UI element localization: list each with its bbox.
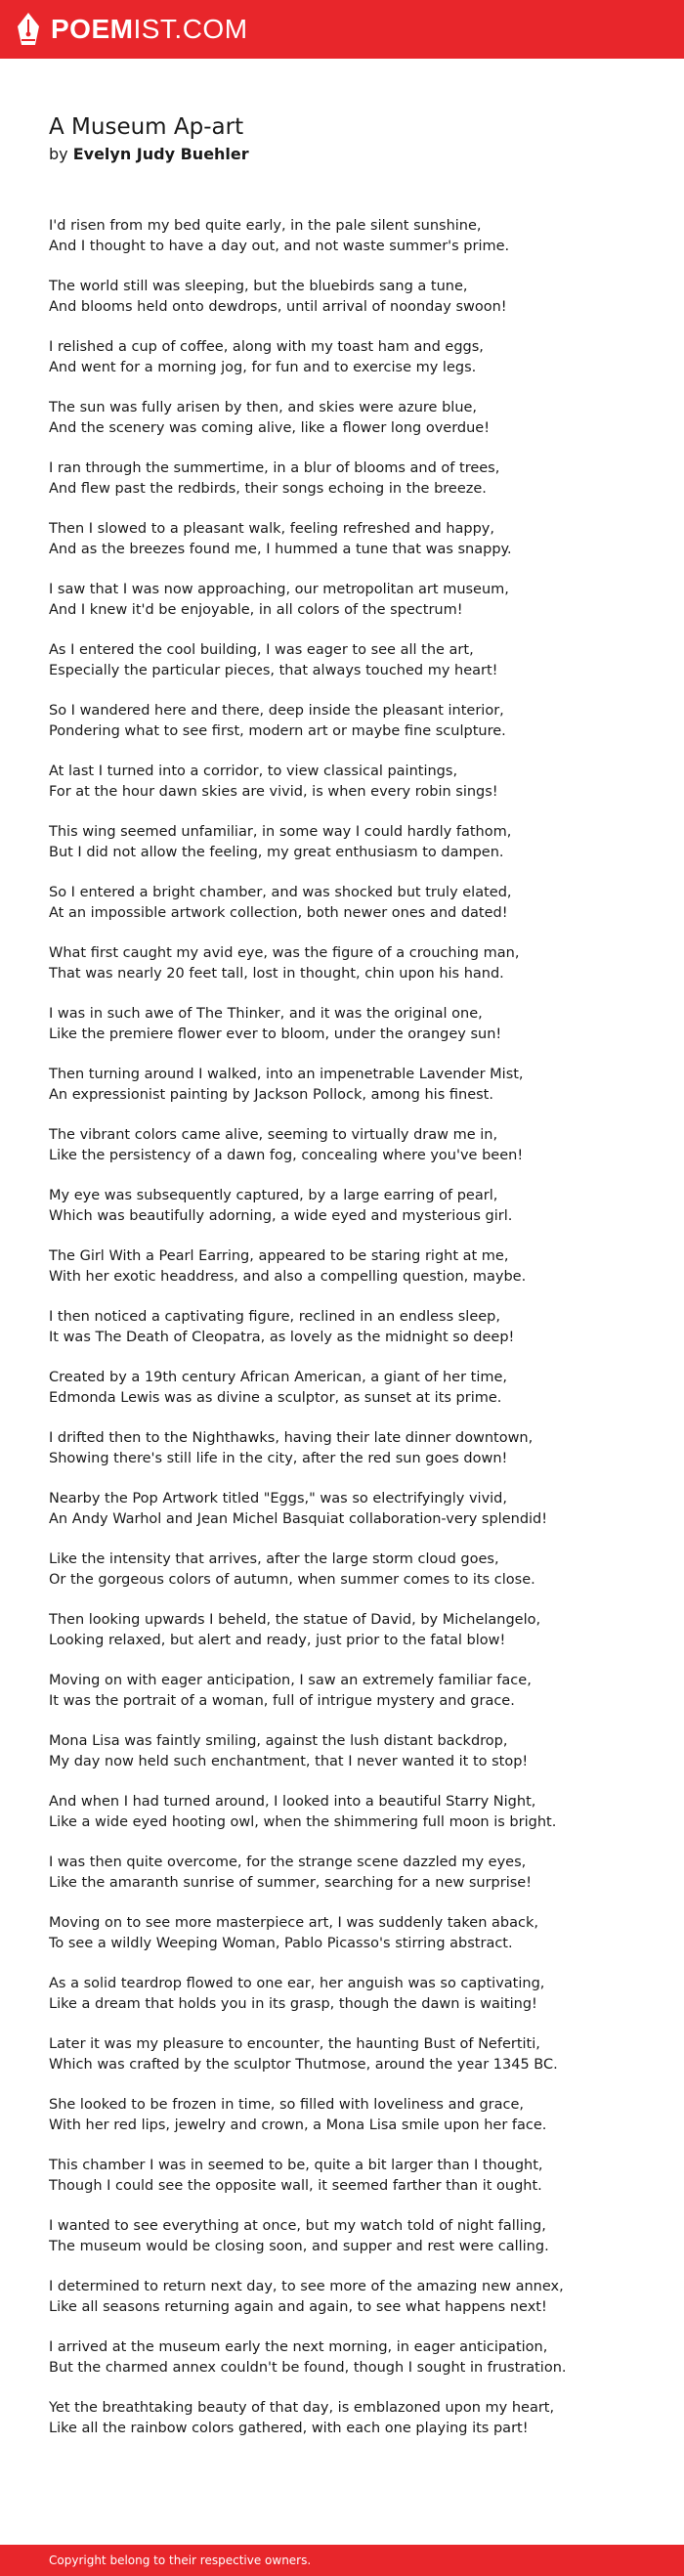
poem-line: As I entered the cool building, I was eager to see all the art, bbox=[49, 642, 474, 658]
stanza bbox=[49, 2398, 635, 2439]
poem-line: As a solid teardrop flowed to one ear, her anguish was so captivating, bbox=[49, 1976, 545, 1991]
brand-bold: POEM bbox=[51, 14, 134, 44]
poem-line: And as the breezes found me, I hummed a tune that was snappy. bbox=[49, 542, 512, 557]
poem-line: Like all seasons returning again and again, to see what happens next! bbox=[49, 2299, 547, 2315]
poem-line: An Andy Warhol and Jean Michel Basquiat collaboration-very splendid! bbox=[49, 1511, 548, 1527]
poem-line: Especially the particular pieces, that always touched my heart! bbox=[49, 663, 498, 678]
poem-line: Then I slowed to a pleasant walk, feeling refreshed and happy, bbox=[49, 521, 494, 537]
poem-line: Edmonda Lewis was as divine a sculptor, as sunset at its prime. bbox=[49, 1390, 502, 1406]
stanza bbox=[49, 1792, 635, 1833]
poem-line: Nearby the Pop Artwork titled "Eggs," was so electrifyingly vivid, bbox=[49, 1491, 507, 1506]
poem-line: This wing seemed unfamiliar, in some way I could hardly fathom, bbox=[49, 824, 512, 840]
poem-line: Like a dream that holds you in its grasp, though the dawn is waiting! bbox=[49, 1996, 537, 2012]
stanza bbox=[49, 1307, 635, 1348]
stanza bbox=[49, 701, 635, 742]
poem-line: And I knew it'd be enjoyable, in all colors of the spectrum! bbox=[49, 602, 463, 618]
stanza bbox=[49, 337, 635, 378]
stanza bbox=[49, 1368, 635, 1409]
poem-line: I relished a cup of coffee, along with my toast ham and eggs, bbox=[49, 339, 484, 355]
byline bbox=[49, 144, 635, 165]
poem-line: The museum would be closing soon, and supper and rest were calling. bbox=[49, 2239, 549, 2254]
poem-line: Like a wide eyed hooting owl, when the shimmering full moon is bright. bbox=[49, 1814, 557, 1830]
poem-line: So I entered a bright chamber, and was shocked but truly elated, bbox=[49, 885, 512, 900]
poem-line: The vibrant colors came alive, seeming to virtually draw me in, bbox=[49, 1127, 498, 1143]
poem-line: Pondering what to see first, modern art or maybe fine sculpture. bbox=[49, 723, 506, 739]
poem-body bbox=[49, 216, 635, 2439]
poem-line: This chamber I was in seemed to be, quite a bit larger than I thought, bbox=[49, 2158, 543, 2173]
stanza bbox=[49, 1671, 635, 1712]
brand-name bbox=[51, 16, 248, 43]
poem-line: It was the portrait of a woman, full of intrigue mystery and grace. bbox=[49, 1693, 515, 1709]
poem-line: She looked to be frozen in time, so filled with loveliness and grace, bbox=[49, 2097, 525, 2113]
stanza bbox=[49, 762, 635, 803]
stanza bbox=[49, 1065, 635, 1106]
stanza bbox=[49, 883, 635, 924]
poem-line: Looking relaxed, but alert and ready, just prior to the fatal blow! bbox=[49, 1633, 506, 1648]
stanza bbox=[49, 822, 635, 863]
poem-line: And went for a morning jog, for fun and to exercise my legs. bbox=[49, 360, 477, 375]
by-label: by bbox=[49, 145, 68, 163]
poem-line: With her red lips, jewelry and crown, a Mona Lisa smile upon her face. bbox=[49, 2118, 547, 2133]
stanza bbox=[49, 1489, 635, 1530]
poem-line: What first caught my avid eye, was the figure of a crouching man, bbox=[49, 945, 520, 961]
poem-line: I then noticed a captivating figure, reclined in an endless sleep, bbox=[49, 1309, 500, 1325]
copyright-text: Copyright belong to their respective owners. bbox=[49, 2554, 312, 2567]
stanza bbox=[49, 1610, 635, 1651]
poem-line: Like all the rainbow colors gathered, with each one playing its part! bbox=[49, 2421, 529, 2436]
poem-line: At last I turned into a corridor, to view classical paintings, bbox=[49, 764, 458, 779]
stanza bbox=[49, 1974, 635, 2015]
stanza bbox=[49, 640, 635, 681]
stanza bbox=[49, 1550, 635, 1591]
stanza bbox=[49, 1004, 635, 1045]
poem-line: Like the persistency of a dawn fog, concealing where you've been! bbox=[49, 1148, 524, 1163]
stanza bbox=[49, 1913, 635, 1954]
stanza bbox=[49, 580, 635, 621]
poem-line: But the charmed annex couldn't be found, though I sought in frustration. bbox=[49, 2360, 567, 2376]
poem-line: At an impossible artwork collection, both newer ones and dated! bbox=[49, 905, 508, 921]
site-footer bbox=[0, 2545, 684, 2576]
stanza bbox=[49, 1731, 635, 1772]
poem-line: My eye was subsequently captured, by a large earring of pearl, bbox=[49, 1188, 498, 1203]
poem-line: Moving on to see more masterpiece art, I was suddenly taken aback, bbox=[49, 1915, 538, 1931]
stanza bbox=[49, 2034, 635, 2075]
stanza bbox=[49, 2156, 635, 2197]
poem-line: Then looking upwards I beheld, the statue of David, by Michelangelo, bbox=[49, 1612, 541, 1628]
poem-line: I arrived at the museum early the next morning, in eager anticipation, bbox=[49, 2339, 548, 2355]
poem-line: Later it was my pleasure to encounter, the haunting Bust of Nefertiti, bbox=[49, 2036, 540, 2052]
poem-line: Yet the breathtaking beauty of that day, is emblazoned upon my heart, bbox=[49, 2400, 555, 2416]
poem-line: An expressionist painting by Jackson Pollock, among his finest. bbox=[49, 1087, 493, 1103]
stanza bbox=[49, 2095, 635, 2136]
poem-line: I wanted to see everything at once, but my watch told of night falling, bbox=[49, 2218, 546, 2234]
poem-line: And I thought to have a day out, and not waste summer's prime. bbox=[49, 239, 510, 254]
stanza bbox=[49, 1186, 635, 1227]
pen-nib-icon bbox=[16, 12, 41, 47]
poem-line: Mona Lisa was faintly smiling, against the lush distant backdrop, bbox=[49, 1733, 508, 1749]
poem-line: With her exotic headdress, and also a compelling question, maybe. bbox=[49, 1269, 527, 1285]
stanza bbox=[49, 519, 635, 560]
poem-line: I saw that I was now approaching, our metropolitan art museum, bbox=[49, 582, 509, 597]
poem-content bbox=[49, 112, 635, 2459]
stanza bbox=[49, 2337, 635, 2379]
stanza bbox=[49, 458, 635, 500]
stanza bbox=[49, 1428, 635, 1469]
poem-line: Like the intensity that arrives, after the large storm cloud goes, bbox=[49, 1551, 499, 1567]
stanza bbox=[49, 398, 635, 439]
stanza bbox=[49, 2277, 635, 2318]
poem-line: That was nearly 20 feet tall, lost in thought, chin upon his hand. bbox=[49, 966, 504, 982]
poem-line: I was in such awe of The Thinker, and it was the original one, bbox=[49, 1006, 483, 1022]
poem-line: I determined to return next day, to see more of the amazing new annex, bbox=[49, 2279, 564, 2294]
stanza bbox=[49, 216, 635, 257]
poem-line: Created by a 19th century African American, a giant of her time, bbox=[49, 1370, 508, 1385]
poem-line: For at the hour dawn skies are vivid, is when every robin sings! bbox=[49, 784, 498, 800]
poem-line: Though I could see the opposite wall, it seemed farther than it ought. bbox=[49, 2178, 542, 2194]
poem-line: I ran through the summertime, in a blur of blooms and of trees, bbox=[49, 460, 500, 476]
site-logo[interactable] bbox=[16, 12, 248, 47]
stanza bbox=[49, 2216, 635, 2257]
poem-line: Which was crafted by the sculptor Thutmose, around the year 1345 BC. bbox=[49, 2057, 558, 2073]
brand-light: IST.COM bbox=[133, 14, 248, 44]
poem-line: I'd risen from my bed quite early, in the pale silent sunshine, bbox=[49, 218, 482, 234]
author-name[interactable]: Evelyn Judy Buehler bbox=[72, 145, 249, 163]
poem-line: And when I had turned around, I looked into a beautiful Starry Night, bbox=[49, 1794, 536, 1810]
poem-line: To see a wildly Weeping Woman, Pablo Picasso's stirring abstract. bbox=[49, 1936, 513, 1951]
poem-line: It was The Death of Cleopatra, as lovely as the midnight so deep! bbox=[49, 1330, 515, 1345]
poem-line: And the scenery was coming alive, like a flower long overdue! bbox=[49, 420, 491, 436]
poem-line: I drifted then to the Nighthawks, having their late dinner downtown, bbox=[49, 1430, 534, 1446]
poem-line: Which was beautifully adorning, a wide eyed and mysterious girl. bbox=[49, 1208, 513, 1224]
poem-line: The Girl With a Pearl Earring, appeared to be staring right at me, bbox=[49, 1248, 509, 1264]
poem-line: The world still was sleeping, but the bluebirds sang a tune, bbox=[49, 279, 468, 294]
poem-line: But I did not allow the feeling, my great enthusiasm to dampen. bbox=[49, 845, 504, 860]
stanza bbox=[49, 1246, 635, 1288]
stanza bbox=[49, 943, 635, 984]
poem-title: A Museum Ap-art bbox=[49, 114, 244, 140]
poem-line: Moving on with eager anticipation, I saw an extremely familiar face, bbox=[49, 1673, 532, 1688]
poem-line: Like the premiere flower ever to bloom, under the orangey sun! bbox=[49, 1026, 502, 1042]
poem-line: So I wandered here and there, deep inside the pleasant interior, bbox=[49, 703, 504, 719]
poem-line: And flew past the redbirds, their songs echoing in the breeze. bbox=[49, 481, 487, 497]
poem-line: And blooms held onto dewdrops, until arrival of noonday swoon! bbox=[49, 299, 507, 315]
poem-line: The sun was fully arisen by then, and skies were azure blue, bbox=[49, 400, 478, 415]
poem-line: I was then quite overcome, for the strange scene dazzled my eyes, bbox=[49, 1855, 527, 1870]
stanza bbox=[49, 1853, 635, 1894]
poem-line: Showing there's still life in the city, after the red sun goes down! bbox=[49, 1451, 508, 1466]
poem-line: Or the gorgeous colors of autumn, when summer comes to its close. bbox=[49, 1572, 535, 1588]
stanza bbox=[49, 1125, 635, 1166]
stanza bbox=[49, 277, 635, 318]
poem-line: Like the amaranth sunrise of summer, searching for a new surprise! bbox=[49, 1875, 533, 1891]
poem-line: My day now held such enchantment, that I never wanted it to stop! bbox=[49, 1754, 529, 1769]
poem-line: Then turning around I walked, into an impenetrable Lavender Mist, bbox=[49, 1067, 524, 1082]
site-header bbox=[0, 0, 684, 59]
